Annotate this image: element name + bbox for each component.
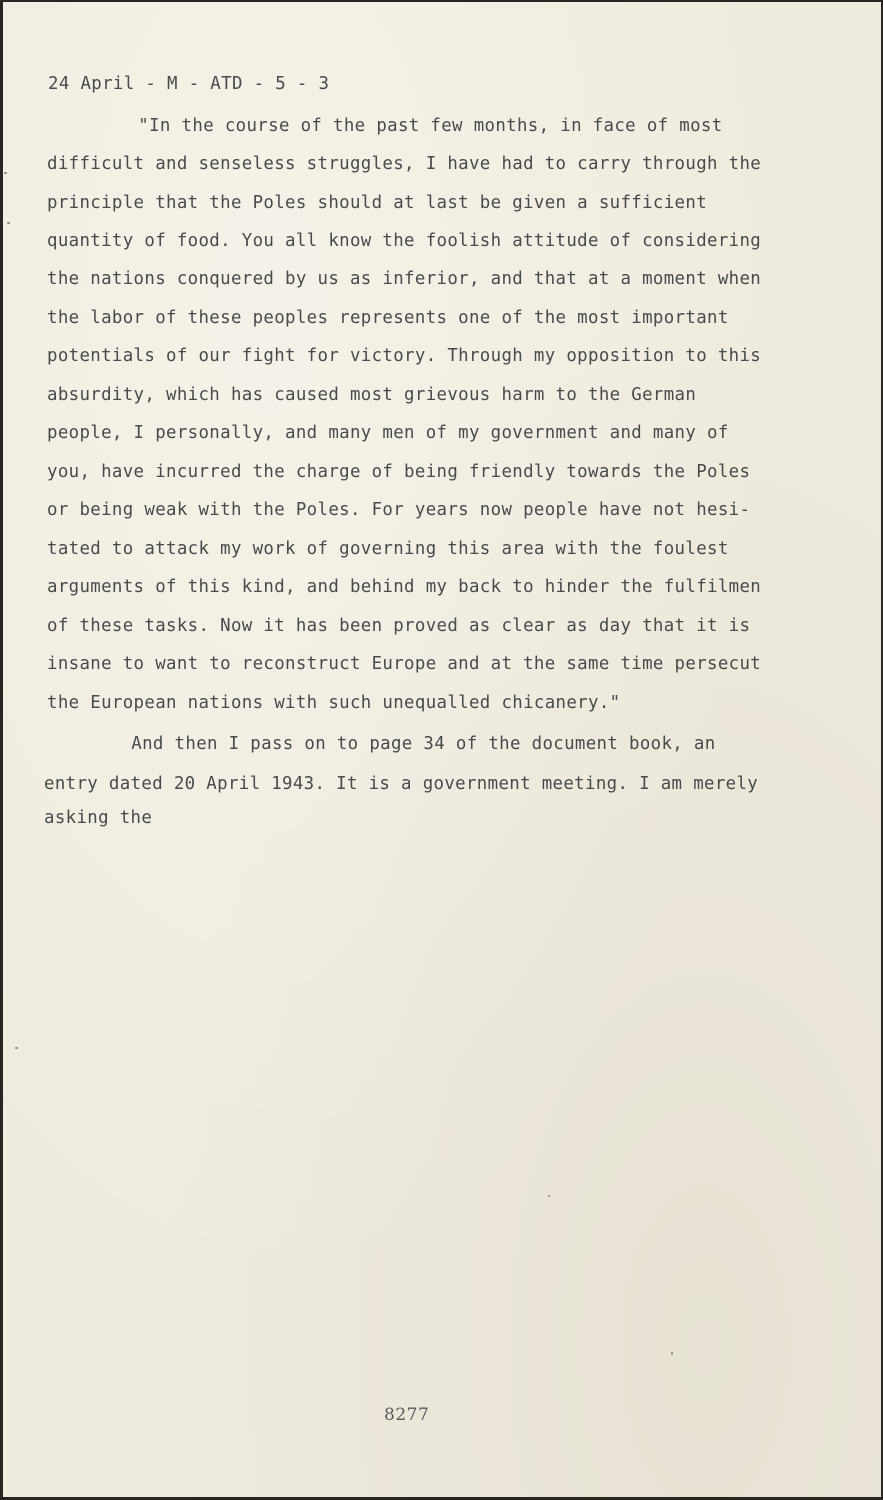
text-line-7: potentials of our fight for victory. Through my opposition to this <box>47 346 762 366</box>
page-header: 24 April - M - ATD - 5 - 3 <box>48 74 330 94</box>
text-line-16: the European nations with such unequalled chicanery." <box>47 693 621 713</box>
text-line-12: tated to attack my work of governing this area with the foulest <box>47 539 729 559</box>
text-line-11: or being weak with the Poles. For years now people have not hesi- <box>47 500 751 520</box>
paper-mark <box>671 1352 673 1355</box>
text-line-5: the nations conquered by us as inferior, and that at a moment when <box>47 269 762 289</box>
text-line-14: of these tasks. Now it has been proved as clear as day that it is <box>47 616 751 636</box>
text-line-19: asking the <box>44 808 153 828</box>
text-line-8: absurdity, which has caused most grievous harm to the German <box>47 385 697 405</box>
text-line-2: difficult and senseless struggles, I have had to carry through the <box>47 154 762 174</box>
paper-mark <box>548 1195 550 1197</box>
text-line-6: the labor of these peoples represents one of the most important <box>47 308 729 328</box>
text-line-10: you, have incurred the charge of being friendly towards the Poles <box>47 462 751 482</box>
text-line-18: entry dated 20 April 1943. It is a government meeting. I am merely <box>44 774 759 794</box>
text-line-13: arguments of this kind, and behind my back to hinder the fulfilmen <box>47 577 762 597</box>
text-line-9: people, I personally, and many men of my government and many of <box>47 423 729 443</box>
text-line-1: "In the course of the past few months, in face of most <box>95 116 723 136</box>
paper-mark <box>15 1047 18 1049</box>
text-line-3: principle that the Poles should at last be given a sufficient <box>47 193 708 213</box>
page-number: 8277 <box>384 1405 430 1425</box>
document-page <box>3 2 881 1497</box>
text-line-17: And then I pass on to page 34 of the document book, an <box>88 734 716 754</box>
paper-mark <box>7 222 10 224</box>
text-line-4: quantity of food. You all know the foolish attitude of considering <box>47 231 762 251</box>
text-line-15: insane to want to reconstruct Europe and at the same time persecut <box>47 654 762 674</box>
paper-mark <box>4 172 7 174</box>
